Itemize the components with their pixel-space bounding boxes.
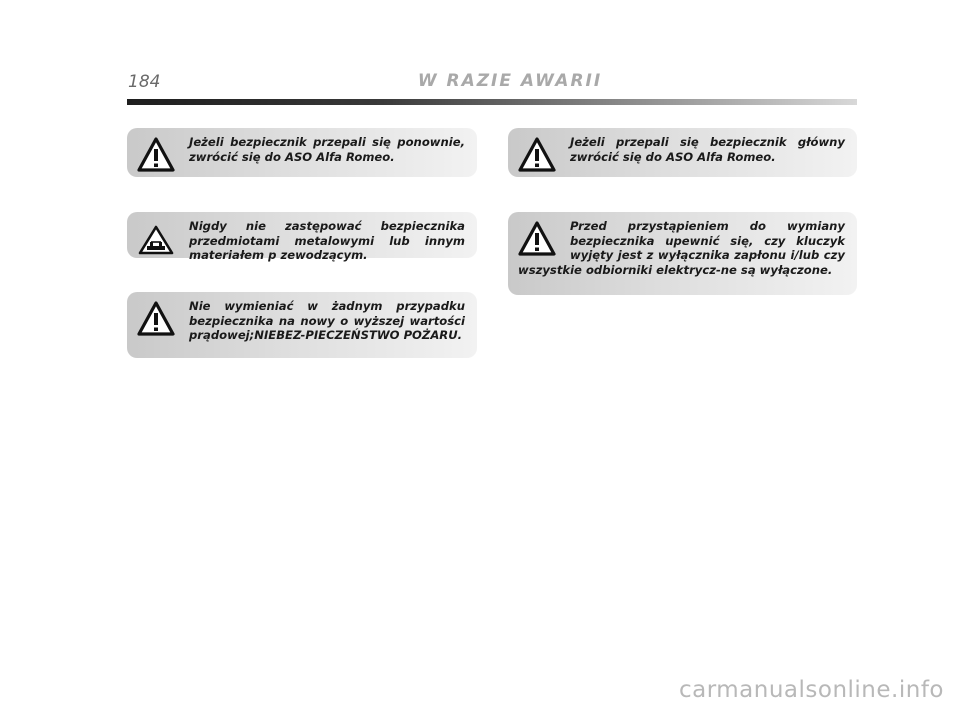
page-number: 184: [128, 72, 161, 92]
fuse-warning-icon: [137, 221, 175, 257]
warning-text: Nie wymieniać w żadnym przypadku bezpiecznika na nowy o wyższej wartości prądowej;NIEBEZ-PIECZEŃSTWO POŻARU.: [189, 299, 465, 342]
warning-text: Nigdy nie zastępować bezpiecznika przedmiotami metalowymi lub innym materiałem p zewodzącym.: [189, 219, 465, 262]
warning-text: Jeżeli bezpiecznik przepali się ponownie, zwrócić się do ASO Alfa Romeo.: [189, 135, 465, 164]
section-title: W RAZIE AWARII: [417, 71, 603, 91]
warning-triangle-icon: [137, 301, 175, 337]
warning-box-no-metal: [127, 212, 477, 262]
warning-box-main-fuse: [508, 128, 857, 177]
header-rule: [127, 99, 857, 105]
warning-text: Jeżeli przepali się bezpiecznik główny zwrócić się do ASO Alfa Romeo.: [570, 135, 845, 164]
warning-text: Przed przystąpieniem do wymiany bezpiecznika upewnić się, czy kluczyk wyjęty jest z wyłącznika zapłonu i/lub czy wszystkie odbiorniki elektrycz-ne są wyłączone.: [518, 219, 845, 277]
warning-box-repeat-fuse: [127, 128, 477, 177]
warning-triangle-icon: [518, 221, 556, 257]
warning-box-higher-rating: [127, 292, 477, 358]
warning-box-before-replacing: [508, 212, 857, 295]
watermark: carmanualsonline.info: [678, 677, 944, 703]
warning-triangle-icon: [518, 137, 556, 173]
warning-triangle-icon: [137, 137, 175, 173]
